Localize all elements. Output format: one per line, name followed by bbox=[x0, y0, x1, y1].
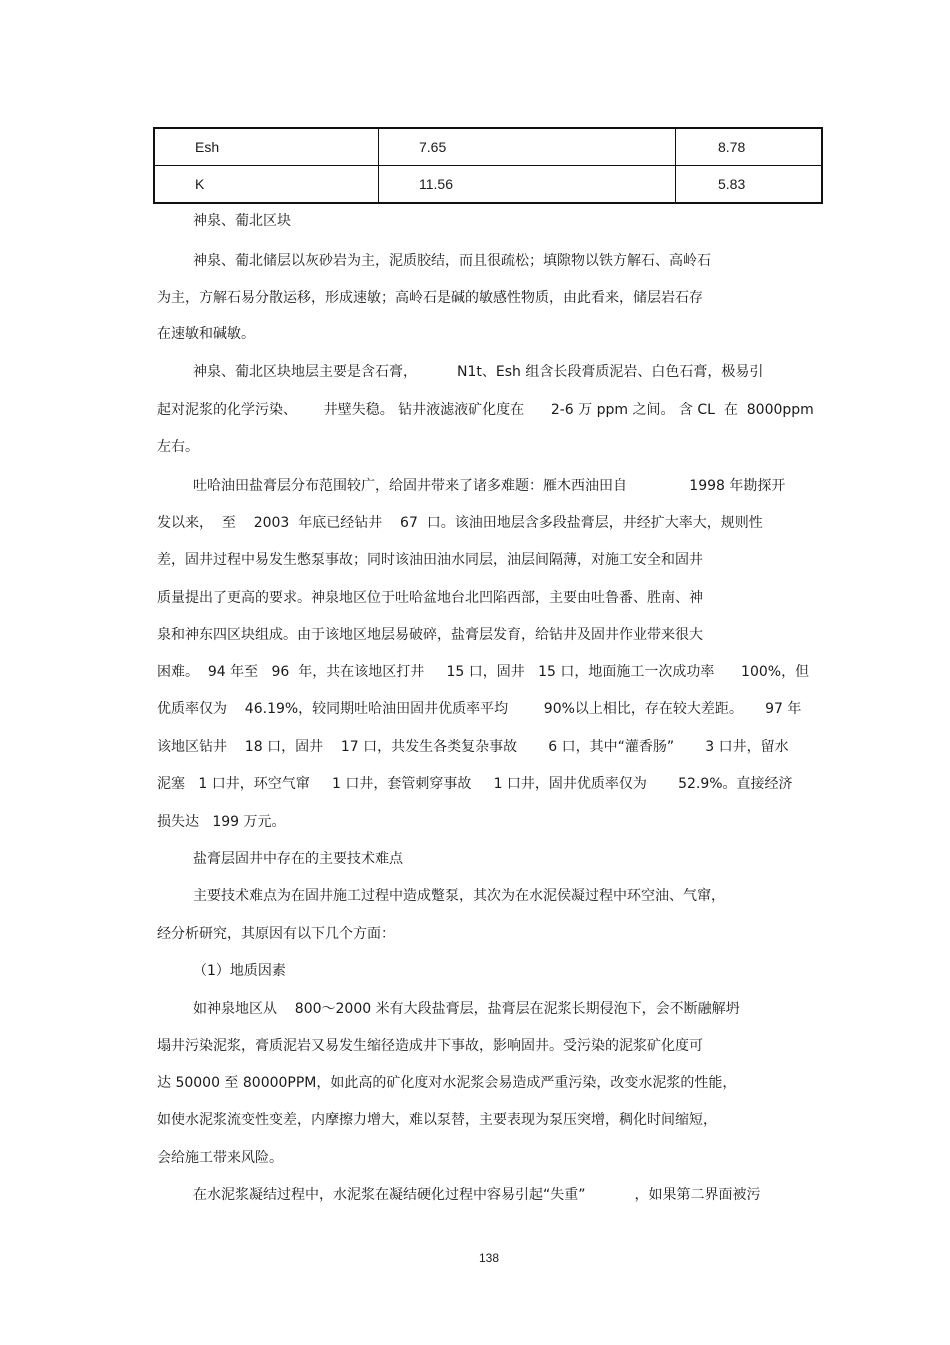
table-cell: Esh bbox=[154, 128, 379, 166]
body-line: 为主，方解石易分散运移，形成速敏；高岭石是碱的敏感性物质，由此看来，储层岩石存 bbox=[157, 290, 703, 306]
body-line: 该地区钻井 18 口，固井 17 口，共发生各类复杂事故 6 口，其中“灌香肠” 3 口井，留水 bbox=[157, 739, 789, 755]
body-line: 在速敏和碱敏。 bbox=[157, 326, 255, 342]
data-table bbox=[153, 127, 823, 204]
table-cell: 7.65 bbox=[379, 128, 676, 166]
body-line: 差，固井过程中易发生憋泵事故；同时该油田油水同层，油层间隔薄，对施工安全和固井 bbox=[157, 552, 703, 568]
section-heading: 神泉、葡北区块 bbox=[193, 213, 291, 229]
table-cell: 8.78 bbox=[676, 128, 823, 166]
body-line: 达 50000 至 80000PPM，如此高的矿化度对水泥浆会易造成严重污染，改变水泥浆的性能， bbox=[157, 1075, 737, 1091]
body-line: 质量提出了更高的要求。神泉地区位于吐哈盆地台北凹陷西部，主要由吐鲁番、胜南、神 bbox=[157, 590, 703, 606]
body-line: 经分析研究，其原因有以下几个方面： bbox=[157, 926, 395, 942]
section-heading: 盐膏层固井中存在的主要技术难点 bbox=[193, 851, 403, 867]
table-row bbox=[154, 128, 822, 166]
body-line: 左右。 bbox=[157, 439, 199, 455]
body-line: 在水泥浆凝结过程中，水泥浆在凝结硬化过程中容易引起“失重” ，如果第二界面被污 bbox=[193, 1187, 761, 1203]
body-line: 如神泉地区从 800～2000 米有大段盐膏层，盐膏层在泥浆长期侵泡下，会不断融解坍 bbox=[193, 1001, 740, 1017]
body-line: 发以来， 至 2003 年底已经钻井 67 口。该油田地层含多段盐膏层，井经扩大率大，规则性 bbox=[157, 515, 763, 531]
table-cell: 11.56 bbox=[379, 166, 676, 204]
body-line: 主要技术难点为在固井施工过程中造成蹩泵，其次为在水泥侯凝过程中环空油、气窜， bbox=[193, 888, 725, 904]
body-line: 泉和神东四区块组成。由于该地区地层易破碎，盐膏层发育，给钻井及固井作业带来很大 bbox=[157, 627, 703, 643]
table-cell: 5.83 bbox=[676, 166, 823, 204]
body-line: 塌井污染泥浆，膏质泥岩又易发生缩径造成井下事故，影响固井。受污染的泥浆矿化度可 bbox=[157, 1038, 703, 1054]
body-line: 吐哈油田盐膏层分布范围较广，给固井带来了诸多难题：雁木西油田自 1998 年勘探开 bbox=[193, 478, 786, 494]
body-line: 优质率仅为 46.19%，较同期吐哈油田固井优质率平均 90%以上相比，存在较大差距。 97 年 bbox=[157, 701, 802, 717]
body-line: 会给施工带来风险。 bbox=[157, 1150, 283, 1166]
subsection-heading: （1）地质因素 bbox=[193, 963, 286, 979]
body-line: 损失达 199 万元。 bbox=[157, 814, 286, 830]
body-line: 困难。 94 年至 96 年，共在该地区打井 15 口，固井 15 口，地面施工一次成功率 100%，但 bbox=[157, 664, 810, 680]
page-number: 138 bbox=[478, 1251, 500, 1265]
body-line: 如使水泥浆流变性变差，内摩擦力增大，难以泵替，主要表现为泵压突增，稠化时间缩短， bbox=[157, 1112, 717, 1128]
body-line: 神泉、葡北储层以灰砂岩为主，泥质胶结，而且很疏松；填隙物以铁方解石、高岭石 bbox=[193, 253, 711, 269]
body-line: 泥塞 1 口井，环空气窜 1 口井，套管刺穿事故 1 口井，固井优质率仅为 52.9%。直接经济 bbox=[157, 776, 793, 792]
body-line: 起对泥浆的化学污染、 井壁失稳。 钻井液滤液矿化度在 2-6 万 ppm 之间。 含 CL 在 8000ppm bbox=[157, 402, 814, 418]
body-line: 神泉、葡北区块地层主要是含石膏， N1t、Esh 组含长段膏质泥岩、白色石膏，极易引 bbox=[193, 364, 764, 380]
table-row bbox=[154, 166, 822, 204]
table-cell: K bbox=[154, 166, 379, 204]
